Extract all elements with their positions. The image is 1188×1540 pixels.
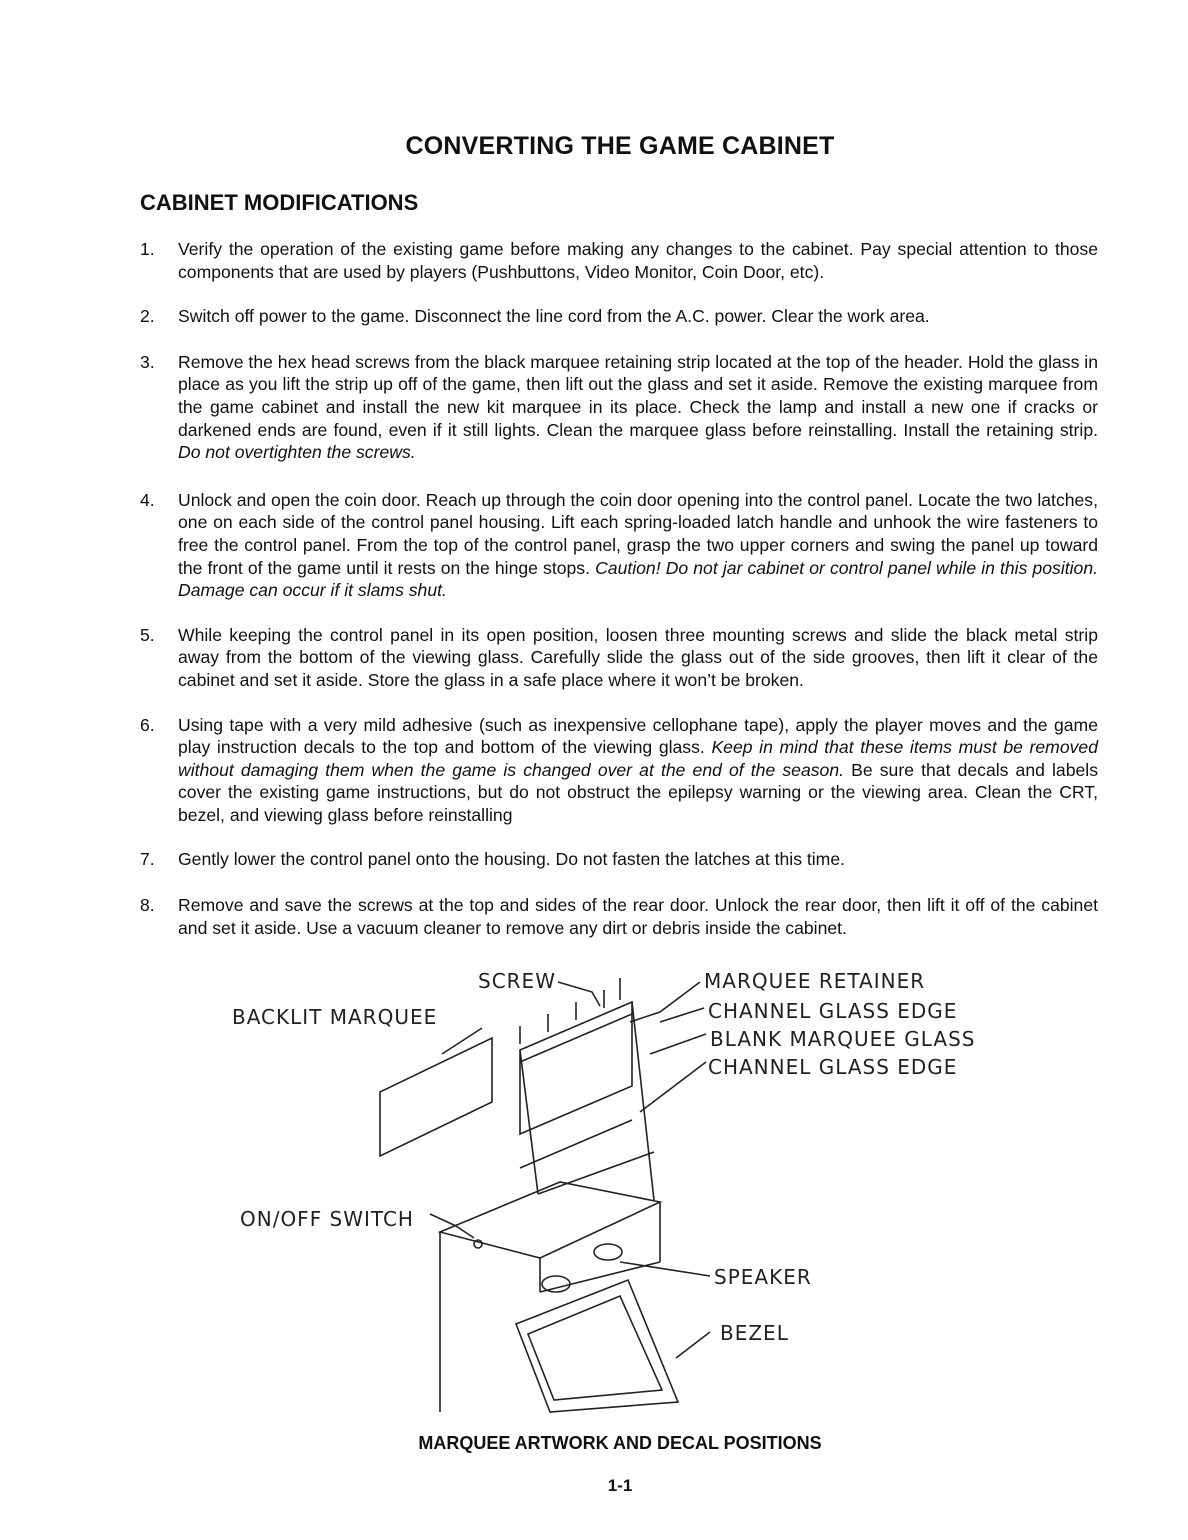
cabinet-top-panel: [440, 1182, 660, 1258]
step-number: 7.: [140, 849, 155, 870]
label-channel-glass-edge-bottom: CHANNEL GLASS EDGE: [708, 1055, 958, 1079]
step-item: [140, 714, 1098, 827]
label-on-off-switch: ON/OFF SWITCH: [240, 1207, 414, 1231]
steps-list: [140, 238, 1098, 939]
label-channel-glass-edge-top: CHANNEL GLASS EDGE: [708, 999, 958, 1023]
label-backlit-marquee: BACKLIT MARQUEE: [232, 1005, 438, 1029]
label-blank-marquee-glass: BLANK MARQUEE GLASS: [710, 1027, 976, 1051]
speaker-right: [594, 1244, 622, 1260]
step-text: While keeping the control panel in its open position, loosen three mounting screws and slide the black metal strip away from the bottom of the viewing glass. Carefully slide the glass out of the side grooves, then lift it clear of the cabinet and set it aside. Store the glass in a safe place where it won’t be broken.: [178, 624, 1098, 690]
step-text: Unlock and open the coin door. Reach up through the coin door opening into the control panel. Locate the two latches, one on each side of the control panel housing. Lift each spring-loaded latch handle and unhook the wire fasteners to free the control panel. From the top of the control panel, grasp the two upper corners and swing the panel up toward the front of the game until it rests on the hinge stops.: [178, 489, 1098, 578]
label-screw: SCREW: [478, 969, 556, 993]
step-item: [140, 894, 1098, 939]
step-number: 3.: [140, 351, 155, 372]
step-emphasis: Caution! Do not jar cabinet or control panel while in this position. Damage can occur if it slams shut.: [178, 557, 1098, 601]
step-text: Using tape with a very mild adhesive (such as inexpensive cellophane tape), apply the player moves and the game play instruction decals to the top and bottom of the viewing glass.: [178, 714, 1098, 758]
step-text: Gently lower the control panel onto the housing. Do not fasten the latches at this time.: [178, 849, 845, 870]
step-item: [140, 624, 1098, 692]
bezel: [516, 1280, 678, 1412]
step-number: 4.: [140, 489, 155, 510]
speaker-left: [542, 1276, 570, 1292]
step-item: [140, 238, 1098, 283]
figure-caption: MARQUEE ARTWORK AND DECAL POSITIONS: [418, 1433, 822, 1453]
step-text: Remove and save the screws at the top and sides of the rear door. Unlock the rear door, then lift it off of the cabinet and set it aside. Use a vacuum cleaner to remove any dirt or debris inside the cabinet.: [178, 895, 1098, 938]
step-number: 8.: [140, 895, 155, 916]
step-number: 5.: [140, 624, 155, 645]
step-number: 6.: [140, 714, 155, 735]
step-text: Remove the hex head screws from the black marquee retaining strip located at the top of the header. Hold the glass in place as you lift the strip up off of the game, then lift out the glass and set it aside. Remove the existing marquee from the game cabinet and install the new kit marquee in its place. Check the lamp and install a new one if cracks or darkened ends are found, even if it still lights. Clean the marquee glass before reinstalling. Install the retaining strip.: [178, 351, 1098, 440]
page-title: CONVERTING THE GAME CABINET: [405, 132, 835, 160]
step-item: [140, 305, 1098, 328]
step-text: Switch off power to the game. Disconnect the line cord from the A.C. power. Clear the work area.: [178, 306, 930, 327]
step-emphasis: Do not overtighten the screws.: [178, 442, 416, 463]
step-number: 2.: [140, 306, 155, 327]
step-item: [140, 489, 1098, 602]
step-text: Verify the operation of the existing game before making any changes to the cabinet. Pay special attention to those components that are used by players (Pushbuttons, Video Monitor, Coin Door, etc).: [178, 239, 1098, 282]
step-text-tail: Be sure that decals and labels cover the existing game instructions, but do not obstruct the epilepsy warning or the viewing area. Clean the CRT, bezel, and viewing glass before reinstalling: [178, 759, 1098, 825]
step-emphasis: Keep in mind that these items must be removed without damaging them when the game is changed over at the end of the season.: [178, 737, 1098, 780]
label-bezel: BEZEL: [720, 1321, 789, 1345]
step-number: 1.: [140, 239, 155, 259]
step-item: [140, 848, 1098, 871]
step-item: [140, 351, 1098, 464]
cabinet-diagram: [220, 962, 1020, 1422]
backlit-marquee-card: [380, 1038, 492, 1156]
label-marquee-retainer: MARQUEE RETAINER: [704, 969, 926, 993]
label-speaker: SPEAKER: [714, 1265, 812, 1289]
section-heading: CABINET MODIFICATIONS: [140, 190, 419, 215]
page-number: 1-1: [607, 1476, 633, 1495]
